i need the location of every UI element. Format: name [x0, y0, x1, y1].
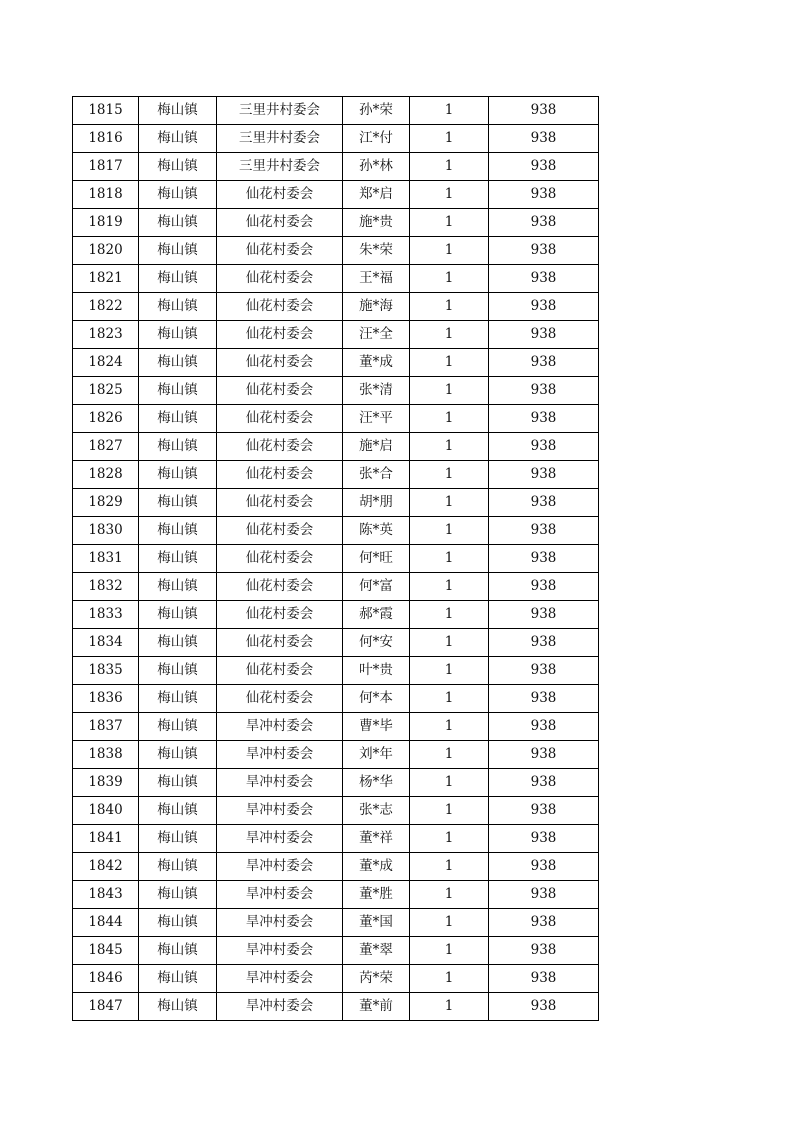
- village-committee-cell: 仙花村委会: [217, 209, 343, 237]
- person-name-cell: 施*海: [343, 293, 410, 321]
- town-cell: 梅山镇: [139, 965, 217, 993]
- amount-cell: 938: [489, 153, 599, 181]
- person-name-cell: 董*成: [343, 349, 410, 377]
- village-committee-cell: 仙花村委会: [217, 657, 343, 685]
- serial-number-cell: 1831: [73, 545, 139, 573]
- town-cell: 梅山镇: [139, 433, 217, 461]
- table-row: [73, 293, 599, 321]
- count-cell: 1: [410, 265, 489, 293]
- serial-number-cell: 1823: [73, 321, 139, 349]
- count-cell: 1: [410, 601, 489, 629]
- village-committee-cell: 旱冲村委会: [217, 853, 343, 881]
- village-committee-cell: 仙花村委会: [217, 601, 343, 629]
- serial-number-cell: 1845: [73, 937, 139, 965]
- count-cell: 1: [410, 153, 489, 181]
- count-cell: 1: [410, 461, 489, 489]
- count-cell: 1: [410, 293, 489, 321]
- amount-cell: 938: [489, 293, 599, 321]
- person-name-cell: 董*祥: [343, 825, 410, 853]
- count-cell: 1: [410, 545, 489, 573]
- table-row: [73, 97, 599, 125]
- town-cell: 梅山镇: [139, 153, 217, 181]
- table-row: [73, 433, 599, 461]
- amount-cell: 938: [489, 657, 599, 685]
- table-row: [73, 825, 599, 853]
- person-name-cell: 董*胜: [343, 881, 410, 909]
- town-cell: 梅山镇: [139, 741, 217, 769]
- roster-table: [72, 96, 599, 1021]
- village-committee-cell: 旱冲村委会: [217, 909, 343, 937]
- village-committee-cell: 仙花村委会: [217, 405, 343, 433]
- person-name-cell: 张*合: [343, 461, 410, 489]
- count-cell: 1: [410, 321, 489, 349]
- table-row: [73, 713, 599, 741]
- town-cell: 梅山镇: [139, 265, 217, 293]
- person-name-cell: 刘*年: [343, 741, 410, 769]
- person-name-cell: 汪*平: [343, 405, 410, 433]
- village-committee-cell: 旱冲村委会: [217, 713, 343, 741]
- serial-number-cell: 1816: [73, 125, 139, 153]
- count-cell: 1: [410, 825, 489, 853]
- village-committee-cell: 仙花村委会: [217, 377, 343, 405]
- town-cell: 梅山镇: [139, 657, 217, 685]
- person-name-cell: 张*清: [343, 377, 410, 405]
- serial-number-cell: 1830: [73, 517, 139, 545]
- town-cell: 梅山镇: [139, 209, 217, 237]
- person-name-cell: 张*志: [343, 797, 410, 825]
- person-name-cell: 郑*启: [343, 181, 410, 209]
- serial-number-cell: 1820: [73, 237, 139, 265]
- village-committee-cell: 仙花村委会: [217, 573, 343, 601]
- town-cell: 梅山镇: [139, 293, 217, 321]
- village-committee-cell: 旱冲村委会: [217, 965, 343, 993]
- count-cell: 1: [410, 685, 489, 713]
- count-cell: 1: [410, 517, 489, 545]
- table-row: [73, 265, 599, 293]
- town-cell: 梅山镇: [139, 489, 217, 517]
- person-name-cell: 董*前: [343, 993, 410, 1021]
- amount-cell: 938: [489, 545, 599, 573]
- table-row: [73, 909, 599, 937]
- person-name-cell: 芮*荣: [343, 965, 410, 993]
- amount-cell: 938: [489, 601, 599, 629]
- person-name-cell: 董*翠: [343, 937, 410, 965]
- town-cell: 梅山镇: [139, 601, 217, 629]
- town-cell: 梅山镇: [139, 993, 217, 1021]
- person-name-cell: 陈*英: [343, 517, 410, 545]
- town-cell: 梅山镇: [139, 461, 217, 489]
- serial-number-cell: 1832: [73, 573, 139, 601]
- table-row: [73, 153, 599, 181]
- town-cell: 梅山镇: [139, 97, 217, 125]
- town-cell: 梅山镇: [139, 125, 217, 153]
- village-committee-cell: 仙花村委会: [217, 545, 343, 573]
- table-row: [73, 629, 599, 657]
- count-cell: 1: [410, 853, 489, 881]
- town-cell: 梅山镇: [139, 881, 217, 909]
- table-row: [73, 797, 599, 825]
- village-committee-cell: 仙花村委会: [217, 265, 343, 293]
- village-committee-cell: 仙花村委会: [217, 181, 343, 209]
- amount-cell: 938: [489, 97, 599, 125]
- serial-number-cell: 1833: [73, 601, 139, 629]
- serial-number-cell: 1822: [73, 293, 139, 321]
- village-committee-cell: 旱冲村委会: [217, 993, 343, 1021]
- amount-cell: 938: [489, 993, 599, 1021]
- serial-number-cell: 1825: [73, 377, 139, 405]
- table-row: [73, 489, 599, 517]
- count-cell: 1: [410, 937, 489, 965]
- count-cell: 1: [410, 209, 489, 237]
- table-row: [73, 741, 599, 769]
- table-row: [73, 517, 599, 545]
- amount-cell: 938: [489, 685, 599, 713]
- person-name-cell: 何*本: [343, 685, 410, 713]
- amount-cell: 938: [489, 573, 599, 601]
- village-committee-cell: 三里井村委会: [217, 97, 343, 125]
- person-name-cell: 董*成: [343, 853, 410, 881]
- town-cell: 梅山镇: [139, 629, 217, 657]
- person-name-cell: 何*富: [343, 573, 410, 601]
- count-cell: 1: [410, 237, 489, 265]
- table-row: [73, 685, 599, 713]
- town-cell: 梅山镇: [139, 909, 217, 937]
- amount-cell: 938: [489, 769, 599, 797]
- person-name-cell: 施*启: [343, 433, 410, 461]
- amount-cell: 938: [489, 741, 599, 769]
- amount-cell: 938: [489, 965, 599, 993]
- village-committee-cell: 仙花村委会: [217, 293, 343, 321]
- amount-cell: 938: [489, 321, 599, 349]
- table-row: [73, 965, 599, 993]
- town-cell: 梅山镇: [139, 321, 217, 349]
- town-cell: 梅山镇: [139, 181, 217, 209]
- count-cell: 1: [410, 881, 489, 909]
- count-cell: 1: [410, 97, 489, 125]
- amount-cell: 938: [489, 125, 599, 153]
- count-cell: 1: [410, 965, 489, 993]
- count-cell: 1: [410, 573, 489, 601]
- village-committee-cell: 旱冲村委会: [217, 881, 343, 909]
- serial-number-cell: 1842: [73, 853, 139, 881]
- serial-number-cell: 1839: [73, 769, 139, 797]
- table-row: [73, 937, 599, 965]
- serial-number-cell: 1826: [73, 405, 139, 433]
- count-cell: 1: [410, 713, 489, 741]
- village-committee-cell: 仙花村委会: [217, 461, 343, 489]
- table-row: [73, 993, 599, 1021]
- person-name-cell: 孙*荣: [343, 97, 410, 125]
- table-row: [73, 601, 599, 629]
- count-cell: 1: [410, 405, 489, 433]
- town-cell: 梅山镇: [139, 545, 217, 573]
- person-name-cell: 郝*霞: [343, 601, 410, 629]
- person-name-cell: 王*福: [343, 265, 410, 293]
- table-row: [73, 881, 599, 909]
- village-committee-cell: 三里井村委会: [217, 125, 343, 153]
- roster-table-body: [73, 97, 599, 1021]
- serial-number-cell: 1834: [73, 629, 139, 657]
- person-name-cell: 何*旺: [343, 545, 410, 573]
- amount-cell: 938: [489, 433, 599, 461]
- serial-number-cell: 1815: [73, 97, 139, 125]
- person-name-cell: 江*付: [343, 125, 410, 153]
- town-cell: 梅山镇: [139, 713, 217, 741]
- count-cell: 1: [410, 377, 489, 405]
- town-cell: 梅山镇: [139, 573, 217, 601]
- amount-cell: 938: [489, 517, 599, 545]
- person-name-cell: 朱*荣: [343, 237, 410, 265]
- count-cell: 1: [410, 125, 489, 153]
- table-row: [73, 181, 599, 209]
- serial-number-cell: 1846: [73, 965, 139, 993]
- serial-number-cell: 1817: [73, 153, 139, 181]
- count-cell: 1: [410, 769, 489, 797]
- village-committee-cell: 旱冲村委会: [217, 741, 343, 769]
- town-cell: 梅山镇: [139, 377, 217, 405]
- village-committee-cell: 仙花村委会: [217, 489, 343, 517]
- serial-number-cell: 1827: [73, 433, 139, 461]
- person-name-cell: 胡*朋: [343, 489, 410, 517]
- amount-cell: 938: [489, 265, 599, 293]
- serial-number-cell: 1847: [73, 993, 139, 1021]
- table-row: [73, 405, 599, 433]
- count-cell: 1: [410, 489, 489, 517]
- count-cell: 1: [410, 629, 489, 657]
- village-committee-cell: 旱冲村委会: [217, 937, 343, 965]
- town-cell: 梅山镇: [139, 349, 217, 377]
- amount-cell: 938: [489, 909, 599, 937]
- serial-number-cell: 1841: [73, 825, 139, 853]
- village-committee-cell: 旱冲村委会: [217, 769, 343, 797]
- amount-cell: 938: [489, 797, 599, 825]
- serial-number-cell: 1824: [73, 349, 139, 377]
- amount-cell: 938: [489, 713, 599, 741]
- serial-number-cell: 1838: [73, 741, 139, 769]
- serial-number-cell: 1828: [73, 461, 139, 489]
- table-row: [73, 657, 599, 685]
- amount-cell: 938: [489, 825, 599, 853]
- table-row: [73, 209, 599, 237]
- village-committee-cell: 旱冲村委会: [217, 797, 343, 825]
- town-cell: 梅山镇: [139, 937, 217, 965]
- count-cell: 1: [410, 349, 489, 377]
- village-committee-cell: 仙花村委会: [217, 517, 343, 545]
- village-committee-cell: 旱冲村委会: [217, 825, 343, 853]
- amount-cell: 938: [489, 181, 599, 209]
- count-cell: 1: [410, 909, 489, 937]
- serial-number-cell: 1821: [73, 265, 139, 293]
- village-committee-cell: 仙花村委会: [217, 685, 343, 713]
- town-cell: 梅山镇: [139, 853, 217, 881]
- town-cell: 梅山镇: [139, 517, 217, 545]
- serial-number-cell: 1835: [73, 657, 139, 685]
- serial-number-cell: 1836: [73, 685, 139, 713]
- count-cell: 1: [410, 657, 489, 685]
- table-row: [73, 377, 599, 405]
- count-cell: 1: [410, 741, 489, 769]
- serial-number-cell: 1837: [73, 713, 139, 741]
- person-name-cell: 杨*华: [343, 769, 410, 797]
- table-row: [73, 461, 599, 489]
- serial-number-cell: 1843: [73, 881, 139, 909]
- table-row: [73, 321, 599, 349]
- table-row: [73, 573, 599, 601]
- person-name-cell: 叶*贵: [343, 657, 410, 685]
- town-cell: 梅山镇: [139, 797, 217, 825]
- serial-number-cell: 1829: [73, 489, 139, 517]
- amount-cell: 938: [489, 349, 599, 377]
- amount-cell: 938: [489, 881, 599, 909]
- person-name-cell: 何*安: [343, 629, 410, 657]
- amount-cell: 938: [489, 209, 599, 237]
- town-cell: 梅山镇: [139, 405, 217, 433]
- amount-cell: 938: [489, 377, 599, 405]
- amount-cell: 938: [489, 237, 599, 265]
- village-committee-cell: 仙花村委会: [217, 629, 343, 657]
- serial-number-cell: 1844: [73, 909, 139, 937]
- village-committee-cell: 仙花村委会: [217, 349, 343, 377]
- amount-cell: 938: [489, 461, 599, 489]
- count-cell: 1: [410, 181, 489, 209]
- table-row: [73, 853, 599, 881]
- person-name-cell: 曹*毕: [343, 713, 410, 741]
- serial-number-cell: 1819: [73, 209, 139, 237]
- amount-cell: 938: [489, 937, 599, 965]
- person-name-cell: 孙*林: [343, 153, 410, 181]
- village-committee-cell: 仙花村委会: [217, 433, 343, 461]
- village-committee-cell: 仙花村委会: [217, 321, 343, 349]
- serial-number-cell: 1818: [73, 181, 139, 209]
- amount-cell: 938: [489, 489, 599, 517]
- amount-cell: 938: [489, 853, 599, 881]
- count-cell: 1: [410, 993, 489, 1021]
- town-cell: 梅山镇: [139, 825, 217, 853]
- table-row: [73, 769, 599, 797]
- serial-number-cell: 1840: [73, 797, 139, 825]
- amount-cell: 938: [489, 405, 599, 433]
- person-name-cell: 董*国: [343, 909, 410, 937]
- town-cell: 梅山镇: [139, 237, 217, 265]
- person-name-cell: 汪*全: [343, 321, 410, 349]
- count-cell: 1: [410, 433, 489, 461]
- table-row: [73, 349, 599, 377]
- table-row: [73, 125, 599, 153]
- town-cell: 梅山镇: [139, 685, 217, 713]
- amount-cell: 938: [489, 629, 599, 657]
- village-committee-cell: 三里井村委会: [217, 153, 343, 181]
- count-cell: 1: [410, 797, 489, 825]
- village-committee-cell: 仙花村委会: [217, 237, 343, 265]
- town-cell: 梅山镇: [139, 769, 217, 797]
- table-row: [73, 237, 599, 265]
- table-row: [73, 545, 599, 573]
- person-name-cell: 施*贵: [343, 209, 410, 237]
